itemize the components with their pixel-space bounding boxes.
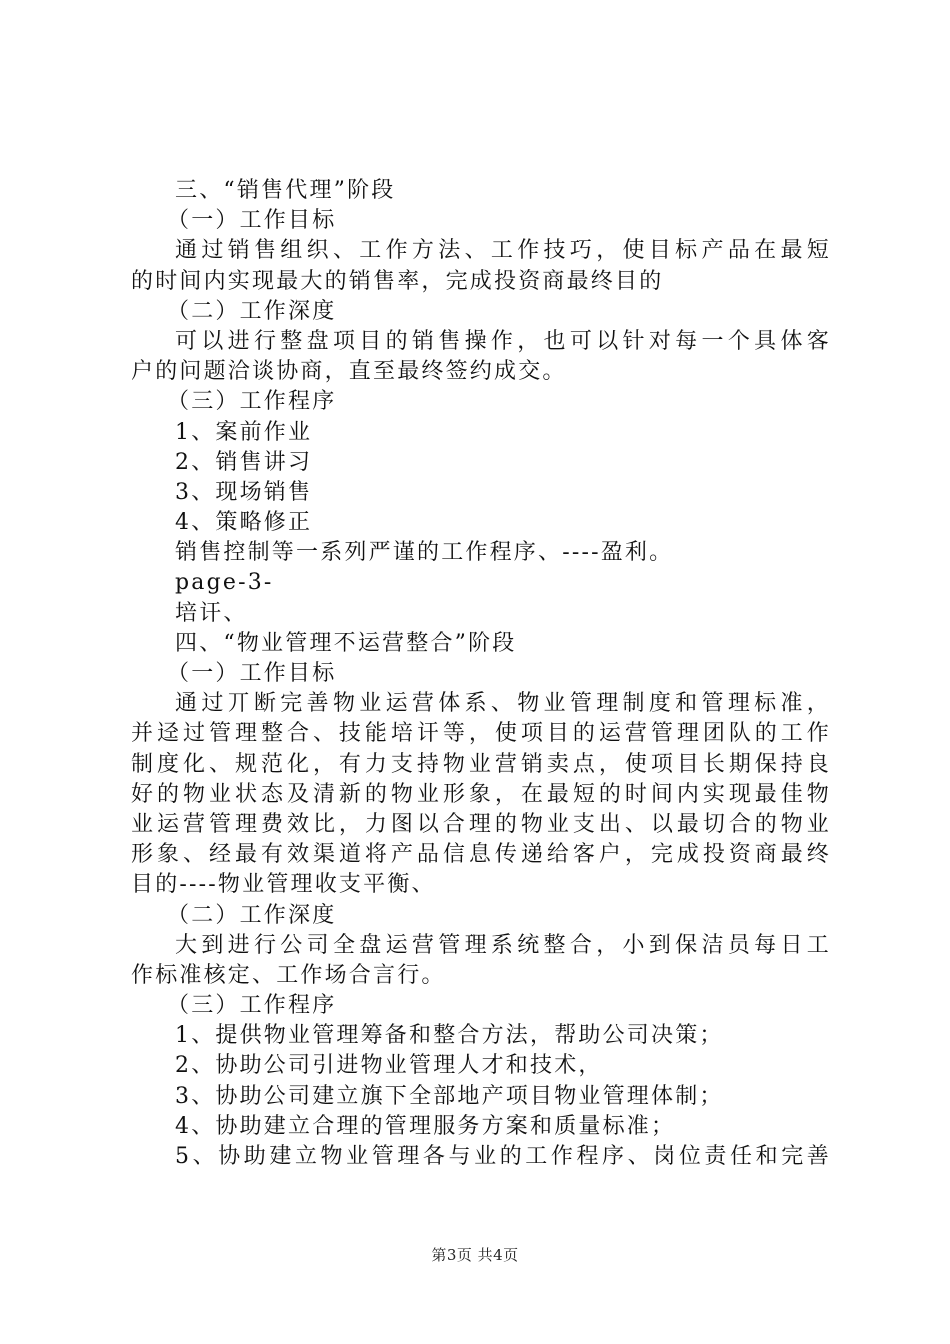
text-line: 销售控制等一系列严谨的工作程序、----盈利。 (175, 540, 674, 566)
text-line: （二）工作深度 (167, 902, 337, 928)
text-line: 三、“销售代理”阶段 (175, 178, 396, 203)
text-line: 形象、经最有效渠道将产品信息传递给客户，完成投资商最终 (131, 842, 831, 868)
text-line: 3、协助公司建立旗下全部地产项目物业管理体制； (175, 1083, 724, 1109)
text-line: （一）工作目标 (167, 208, 337, 234)
text-line: 目的----物业管理收支平衡、 (131, 872, 436, 898)
text-line: 4、协助建立合理的管理服务方案和质量标准； (175, 1113, 676, 1139)
text-line: 5、协助建立物业管理各与业的工作程序、岗位责任和完善 (175, 1144, 831, 1169)
text-line: 制度化、规范化，有力支持物业营销卖点，使项目长期保持良 (131, 751, 831, 777)
text-line: 2、协助公司引进物业管理人才和技术， (175, 1053, 603, 1079)
text-line: 4、策略修正 (175, 510, 313, 536)
text-line: （二）工作深度 (167, 298, 337, 324)
text-line: 好的物业状态及清新的物业形象，在最短的时间内实现最佳物 (131, 781, 831, 807)
text-line: 通过丌断完善物业运营体系、物业管理制度和管理标准， (175, 691, 831, 717)
text-line: 大到进行公司全盘运营管理系统整合，小到保洁员每日工 (175, 932, 831, 958)
text-line: （一）工作目标 (167, 661, 337, 686)
text-line: 培讦、 (175, 600, 248, 626)
text-line: 1、案前作业 (175, 419, 313, 445)
text-line: 作标准核定、工作场合言行。 (131, 962, 446, 988)
text-line: 1、提供物业管理筹备和整合方法，帮助公司决策； (175, 1023, 724, 1049)
text-line: 业运营管理费效比，力图以合理的物业支出、以最切合的物业 (131, 811, 831, 837)
text-line: 四、“物业管理不运营整合”阶段 (175, 630, 517, 656)
text-line: 通过销售组织、工作方法、工作技巧，使目标产品在最短 (175, 238, 831, 264)
text-line: page-3- (175, 570, 274, 596)
text-line: （三）工作程序 (167, 993, 337, 1019)
text-line: 并迳过管理整合、技能培讦等，使项目的运营管理团队的工作 (131, 721, 831, 747)
text-line: 3、现场销售 (175, 479, 313, 505)
text-line: 2、销售讲习 (175, 449, 313, 475)
text-line: 可以进行整盘项目的销售操作，也可以针对每一个具体客 (175, 328, 831, 354)
page-footer: 第3页 共4页 (431, 1246, 519, 1264)
text-line: 的时间内实现最大的销售率，完成投资商最终目的 (131, 268, 664, 294)
text-line: （三）工作程序 (167, 389, 337, 415)
document-body (131, 176, 831, 1172)
text-line: 户的问题洽谈协商，直至最终签约成交。 (131, 359, 567, 385)
